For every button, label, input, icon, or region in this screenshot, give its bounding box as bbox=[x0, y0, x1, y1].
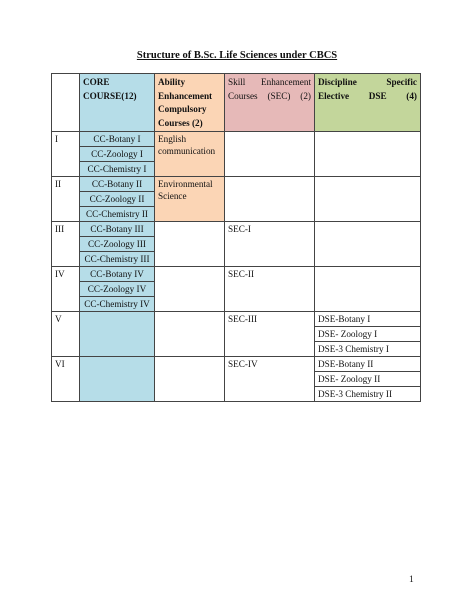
semester-cell: III bbox=[52, 222, 80, 267]
dse-cell: DSE-Botany II bbox=[315, 357, 421, 372]
core-course-cell: CC-Zoology I bbox=[80, 147, 155, 162]
semester-cell: VI bbox=[52, 357, 80, 402]
core-course-cell: CC-Chemistry II bbox=[80, 207, 155, 222]
table-row bbox=[52, 177, 421, 192]
sec-cell: SEC-I bbox=[225, 222, 315, 267]
aec-cell: Environmental Science bbox=[155, 177, 225, 222]
aec-cell bbox=[155, 312, 225, 357]
sec-cell: SEC-III bbox=[225, 312, 315, 357]
page-number: 1 bbox=[409, 575, 414, 585]
core-course-cell: CC-Zoology IV bbox=[80, 282, 155, 297]
core-course-cell: CC-Botany I bbox=[80, 132, 155, 147]
dse-cell bbox=[315, 267, 421, 312]
semester-cell: I bbox=[52, 132, 80, 177]
sec-cell: SEC-IV bbox=[225, 357, 315, 402]
core-course-cell: CC-Botany III bbox=[80, 222, 155, 237]
sec-cell bbox=[225, 132, 315, 177]
dse-cell bbox=[315, 177, 421, 222]
table-row bbox=[52, 312, 421, 327]
dse-cell: DSE-Botany I bbox=[315, 312, 421, 327]
header-semester bbox=[52, 74, 80, 132]
core-course-cell: CC-Botany II bbox=[80, 177, 155, 192]
dse-cell bbox=[315, 222, 421, 267]
core-course-cell: CC-Zoology II bbox=[80, 192, 155, 207]
sec-cell bbox=[225, 177, 315, 222]
dse-cell: DSE- Zoology II bbox=[315, 372, 421, 387]
header-sec: Skill Enhancement Courses (SEC) (2) bbox=[225, 74, 315, 132]
header-row bbox=[52, 74, 421, 132]
aec-cell bbox=[155, 357, 225, 402]
table-row bbox=[52, 222, 421, 237]
core-course-cell: CC-Chemistry IV bbox=[80, 297, 155, 312]
core-course-cell: CC-Botany IV bbox=[80, 267, 155, 282]
dse-cell: DSE-3 Chemistry II bbox=[315, 387, 421, 402]
aec-cell bbox=[155, 222, 225, 267]
header-aec: Ability Enhancement Compulsory Courses (2) bbox=[155, 74, 225, 132]
dse-cell: DSE- Zoology I bbox=[315, 327, 421, 342]
core-course-cell bbox=[80, 357, 155, 402]
document-title: Structure of B.Sc. Life Sciences under CBCS bbox=[136, 50, 338, 61]
aec-cell: English communication bbox=[155, 132, 225, 177]
aec-cell bbox=[155, 267, 225, 312]
sec-cell: SEC-II bbox=[225, 267, 315, 312]
table-row bbox=[52, 132, 421, 147]
core-course-cell: CC-Zoology III bbox=[80, 237, 155, 252]
core-course-cell: CC-Chemistry III bbox=[80, 252, 155, 267]
dse-cell: DSE-3 Chemistry I bbox=[315, 342, 421, 357]
table-row bbox=[52, 267, 421, 282]
core-course-cell: CC-Chemistry I bbox=[80, 162, 155, 177]
semester-cell: V bbox=[52, 312, 80, 357]
cbcs-structure-table bbox=[51, 73, 421, 402]
table-row bbox=[52, 357, 421, 372]
semester-cell: IV bbox=[52, 267, 80, 312]
core-course-cell bbox=[80, 312, 155, 357]
semester-cell: II bbox=[52, 177, 80, 222]
header-core-course: CORE COURSE(12) bbox=[80, 74, 155, 132]
dse-cell bbox=[315, 132, 421, 177]
header-dse: Discipline Specific Elective DSE (4) bbox=[315, 74, 421, 132]
